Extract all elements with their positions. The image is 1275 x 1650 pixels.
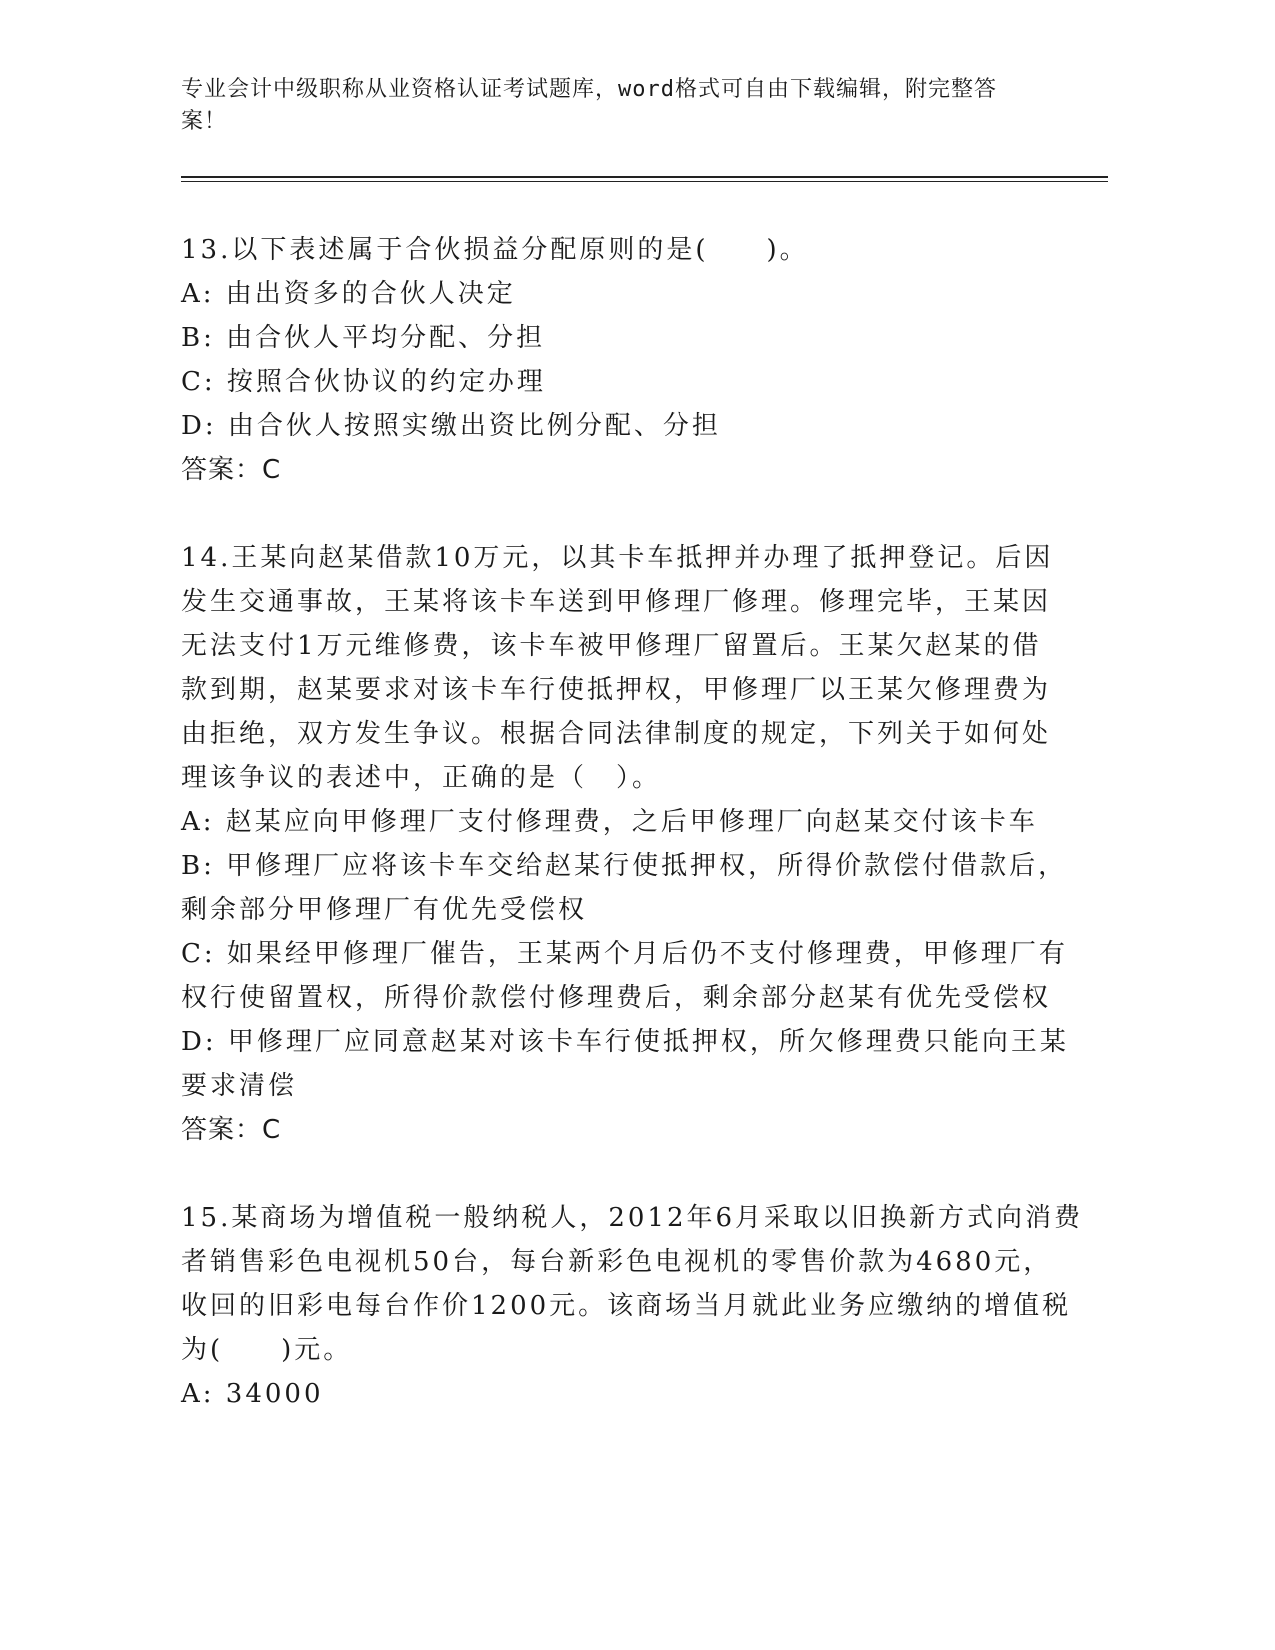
question-stem-line: 款到期，赵某要求对该卡车行使抵押权，甲修理厂以王某欠修理费为	[181, 675, 1052, 705]
question-list	[181, 228, 1084, 1416]
option-a: A: 赵某应向甲修理厂支付修理费，之后甲修理厂向赵某交付该卡车	[181, 807, 1038, 837]
question-stem-line: 由拒绝，双方发生争议。根据合同法律制度的规定，下列关于如何处	[181, 719, 1052, 749]
header-divider-thick	[181, 176, 1108, 178]
question-14	[181, 536, 1069, 1152]
question-stem-line: 理该争议的表述中，正确的是（ ）。	[181, 763, 662, 793]
option-b: B: 由合伙人平均分配、分担	[181, 323, 546, 353]
option-b-continued: 剩余部分甲修理厂有优先受偿权	[181, 895, 588, 925]
answer: 答案：C	[181, 1115, 282, 1145]
option-c: C: 如果经甲修理厂催告，王某两个月后仍不支付修理费，甲修理厂有	[181, 939, 1068, 969]
header-line-1: 专业会计中级职称从业资格认证考试题库，word格式可自由下载编辑，附完整答	[181, 77, 997, 102]
question-stem-line: 为( )元。	[181, 1335, 353, 1365]
question-stem-line: 14.王某向赵某借款10万元，以其卡车抵押并办理了抵押登记。后因	[181, 543, 1054, 573]
question-13	[181, 228, 1051, 492]
option-d-continued: 要求清偿	[181, 1071, 298, 1101]
question-stem-line: 15.某商场为增值税一般纳税人，2012年6月采取以旧换新方式向消费	[181, 1203, 1084, 1233]
question-stem-line: 发生交通事故，王某将该卡车送到甲修理厂修理。修理完毕，王某因	[181, 587, 1052, 617]
header-divider-thin	[181, 181, 1108, 182]
question-stem-line: 者销售彩色电视机50台，每台新彩色电视机的零售价款为4680元，	[181, 1247, 1053, 1277]
question-stem-line: 无法支付1万元维修费，该卡车被甲修理厂留置后。王某欠赵某的借	[181, 631, 1042, 661]
question-stem-line: 13.以下表述属于合伙损益分配原则的是( )。	[181, 235, 809, 265]
answer: 答案：C	[181, 455, 282, 485]
option-d: D: 由合伙人按照实缴出资比例分配、分担	[181, 411, 721, 441]
question-spacer	[181, 1152, 1051, 1196]
option-d: D: 甲修理厂应同意赵某对该卡车行使抵押权，所欠修理费只能向王某	[181, 1027, 1069, 1057]
option-a: A: 由出资多的合伙人决定	[181, 279, 516, 309]
option-c: C: 按照合伙协议的约定办理	[181, 367, 546, 397]
header-line-2: 案！	[181, 109, 228, 134]
question-stem-line: 收回的旧彩电每台作价1200元。该商场当月就此业务应缴纳的增值税	[181, 1291, 1072, 1321]
option-c-continued: 权行使留置权，所得价款偿付修理费后，剩余部分赵某有优先受偿权	[181, 983, 1052, 1013]
question-spacer	[181, 492, 1051, 536]
option-a: A: 34000	[181, 1379, 324, 1409]
question-15	[181, 1196, 1084, 1416]
document-header	[181, 74, 1041, 138]
option-b: B: 甲修理厂应将该卡车交给赵某行使抵押权，所得价款偿付借款后，	[181, 851, 1068, 881]
